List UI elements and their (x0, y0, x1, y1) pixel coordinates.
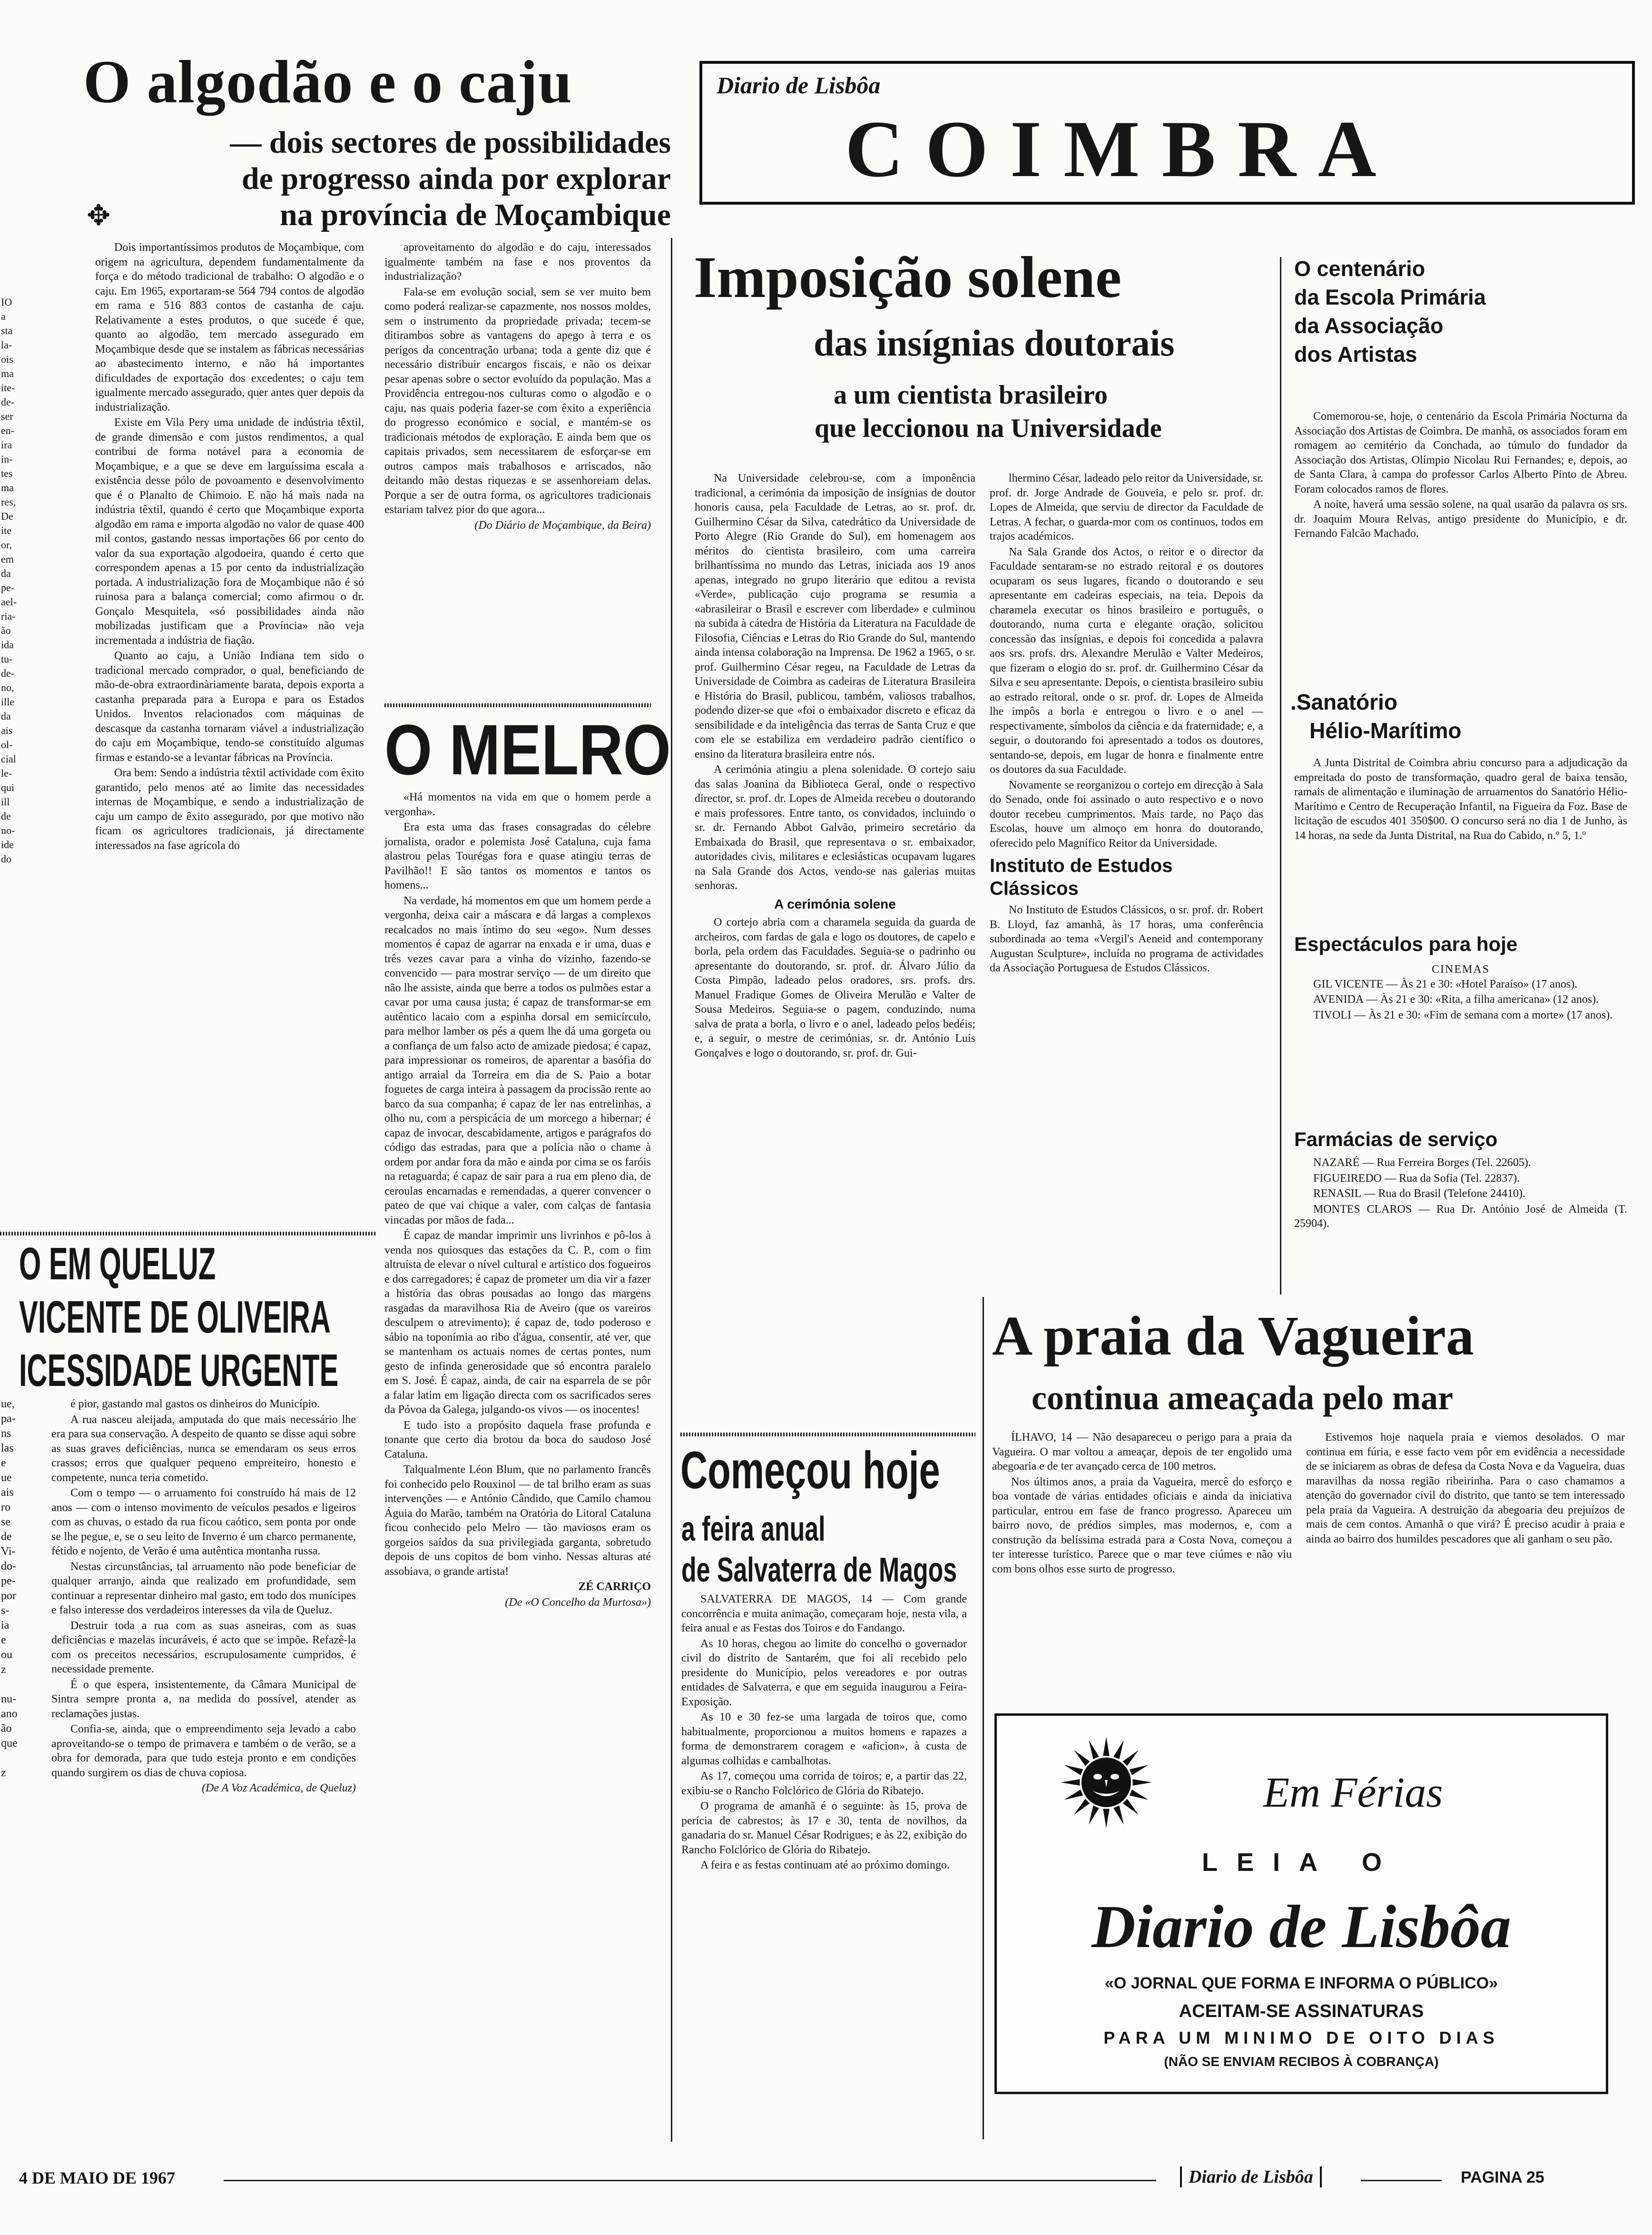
salvaterra-title: Começou hoje (680, 1441, 940, 1500)
footer-page: PAGINA 25 (1461, 2168, 1544, 2186)
margin-fragment: tes (1, 467, 13, 479)
masthead-brand: Diario de Lisbôa (717, 72, 881, 99)
cerimonia-head: A cerimónia solene (774, 896, 896, 911)
ad-line3: (NÃO SE ENVIAM RECIBOS À COBRANÇA) (1164, 2054, 1439, 2069)
margin-fragment: ael- (1, 596, 17, 608)
margin-fragment: que (1, 1737, 18, 1750)
footer-rule-right (1361, 2180, 1442, 2181)
margin-fragment: ois (1, 353, 13, 365)
margin-fragment: ille (1, 696, 15, 708)
ad-brand: Diario de Lisbôa (1092, 1893, 1511, 1960)
salvaterra-body: SALVATERRA DE MAGOS, 14 — Com grande concorrência e muita animação, começaram hoje, nesta vila, a feira anual e as Festas dos Toiros e do Fandango. As 10 horas, chegou ao limite do concelho o governador civil do distrito de Santarém, que foi ali recebido pelo presidente do Município, pelos vereadores e por outras entidades de Salvaterra, e que em seguida inaugurou a Feira-Exposição. As 10 e 30 fez-se uma largada de toiros que, como habitualmente, proporcionou a muitos homens e rapazes a forma de demonstrarem coragem e «aficion», à custa de algumas colhidas e cambalhotas. As 17, começou uma corrida de toiros; e, a partir das 22, exibiu-se o Rancho Folclórico de Glória do Ribatejo. O programa de amanhã é o seguinte: às 15, prova de perícia de cabrestos; às 17 e 30, tenta de novilhos, da ganadaria do sr. Manuel César Rodrigues; e às 22, exibição do Rancho Folclórico de Glória do Ribatejo. A feira e as festas continuam até ao próximo domingo. (681, 1593, 967, 1871)
margin-fragment: ais (1, 1486, 14, 1499)
margin-fragment: las (1, 1442, 14, 1454)
margin-fragment: le- (1, 767, 12, 779)
margin-fragment: z (1, 1663, 6, 1676)
margin-fragment: ser (1, 410, 13, 422)
column-rule (1280, 257, 1281, 1295)
algodao-title: O algodão e o caju (83, 48, 572, 116)
algodao-subtitle (162, 125, 671, 233)
margin-fragment: ite- (1, 382, 15, 394)
margin-fragment: e (1, 1634, 6, 1646)
margin-fragment: de- (1, 667, 15, 679)
margin-fragment: pe- (1, 582, 15, 593)
column-rule (983, 1297, 984, 2139)
ad-slogan: «O JORNAL QUE FORMA E INFORMA O PÚBLICO» (1104, 1974, 1498, 1992)
imposicao-subtitle2: a um cientista brasileiro que leccionou na Universidade (815, 380, 1162, 443)
algodao-source: (Do Diário de Moçambique, da Beira) (474, 519, 651, 532)
margin-fragment: ite (1, 524, 11, 536)
margin-fragment: ou (1, 1649, 12, 1661)
algodao-subtitle-line: na província de Moçambique (279, 198, 671, 232)
margin-fragment: do- (1, 1560, 16, 1572)
farmacias-head: Farmácias de serviço (1294, 1128, 1498, 1150)
margin-fragment: ira (1, 439, 12, 451)
masthead-section: COIMBRA (845, 104, 1398, 194)
melro-divider (384, 703, 651, 707)
espectaculos-head: Espectáculos para hoje (1294, 933, 1518, 955)
queluz-head: O EM QUELUZ VICENTE DE OLIVEIRA ICESSIDADE URGENTE (19, 1238, 339, 1396)
margin-fragment: ais (1, 724, 13, 736)
salvaterra-divider (680, 1433, 975, 1436)
margin-fragment: ue, (1, 1398, 15, 1410)
imposicao-subtitle: das insígnias doutorais (814, 322, 1175, 364)
margin-fragments (1, 295, 24, 866)
vagueira-title: A praia da Vagueira (992, 1305, 1475, 1367)
margin-fragment: e (1, 1457, 6, 1469)
vagueira-col2: Estivemos hoje naquela praia e viemos desolados. O mar continua em fúria, e esse facto vem pôr em evidência a necessidade de se iniciarem as obras de defesa da Costa Nova e da Vagueira, duas maravilhas da nossa região ribeirinha. Para o caso chamamos a atenção do governador civil do distrito, que tanto se tem interessado pela praia da Vagueira. A destruição da abegoaria deu prejuízos de mais de cem contos. Amanhã o que virá? É preciso acudir à praia e ainda ao bairro dos humildes pescadores que ali ganham o seu pão. (1306, 1431, 1625, 1545)
subscription-ad (994, 1713, 1608, 2094)
algodao-col1: Dois importantíssimos produtos de Moçambique, com origem na agricultura, dependem fundamentalmente da força e do método tradicional de trabalho: O algodão e o caju. Em 1965, exportaram-se 564 794 contos de algodão em rama e 516 883 contos de castanha de caju. Relativamente a estes produtos, o que sucede é que, quanto ao algodão, tem mercado assegurado em Moçambique desde que se instalem as fábricas necessárias ao abastecimento interno, e não há importantes dificuldades de exportação dos excedentes; o caju tem igualmente mercado assegurado, quer antes quer depois da industrialização. Existe em Vila Pery uma unidade de indústria têxtil, de grande dimensão e com justos rendimentos, a qual contribui de forma notável para a economia de Moçambique, e a que se deve em larguíssima escala a existência desse pólo de povoamento e desenvolvimento que é o Planalto de Chimoio. E não há mais nada na indústria têxtil, quando é certo que Moçambique exporta algodão em rama e importa algodão no valor de quase 400 mil contos, gastando nessas importações 66 por cento do valor da sua exportação algodoeira, quando é certo que correspondem apenas a 15 por cento da industrialização portada. A industrialização fora de Moçambique não é só ruinosa para a balança comercial; como afirmou o dr. Gonçalo Mesquitela, «só possibilidades ainda não mobilizadas justificam que a Província» não veja incrementada a indústria de fiação. Quanto ao caju, a União Indiana tem sido o tradicional mercado comprador, o qual, beneficiando de mão-de-obra extraordinàriamente barata, depois exporta a castanha preparada para a Europa e para os Estados Unidos. Inventos relacionados com máquinas de descasque da castanha tornaram viável a industrialização do caju em Moçambique, tendo-se constituído algumas firmas e estando-se a levantar fábricas na Província. Ora bem: Sendo a indústria têxtil actividade com êxito garantido, pelo menos até ao limite das necessidades internas de Moçambique, e sendo a industrialização de caju um campo de êxito assegurado, por que motivo não ficam os agricultores tradicionais, já directamente interessados na fase agrícola do (95, 241, 364, 852)
vagueira-subtitle: continua ameaçada pelo mar (1032, 1379, 1453, 1417)
margin-fragment: res, (1, 496, 16, 508)
margin-fragment (1, 1751, 44, 1766)
queluz-divider (0, 1232, 376, 1236)
cinemas-label: CINEMAS (1431, 963, 1490, 976)
margin-fragment: De (1, 510, 13, 522)
footer (0, 2166, 1652, 2199)
footer-rule-left (224, 2180, 1156, 2181)
algodao-subtitle-line: — dois sectores de possibilidades (230, 125, 671, 160)
margin-fragment: do (1, 853, 11, 865)
queluz-body: é pior, gastando mal gastos os dinheiros do Município. A rua nasceu aleijada, amputada do que mais necessário lhe era para sua conservação. A despeito de quanto se disse aqui sobre as suas graves deficiências, nunca se emendaram os seus erros crassos; erros que qualquer pequeno empreiteiro, honesto e competente, nunca teria cometido. Com o tempo — o arruamento foi construído há mais de 12 anos — com o intenso movimento de veículos pesados e ligeiros com as chuvas, o estado da rua ficou caótico, sem ponta por onde se lhe pegue, e, se o seu leito de Inverno é um charco permanente, fétido e nojento, de Verão é uma autêntica montanha russa. Nestas circunstâncias, tal arruamento não pode beneficiar de qualquer arranjo, ainda que realizado em profundidade, sem continuar a representar dinheiro mal gasto, em todo dos munícipes e falso interesse dos verdadeiros interesses da vila de Queluz. Destruir toda a rua com as suas asneiras, com as suas deficiências e mazelas incuráveis, é acto que se impõe. Refazê-la com os preceitos necessários, escrupulosamente cumpridos, é necessidade premente. É o que espera, insistentemente, da Câmara Municipal de Sintra sempre pronta a, na medida do possível, atender as reclamações justas. Confia-se, ainda, que o empreendimento seja levado a cabo aproveitando-se o tempo de primavera e também o de verão, se a obra for demorada, para que tudo esteja pronto e em condições quando surgirem os dias de chuva copiosa. (De A Voz Académica, de Queluz) (51, 1397, 356, 1797)
sanatorio-body: A Junta Distrital de Coimbra abriu concurso para a adjudicação da empreitada do posto de transformação, quadro geral de baixa tensão, ramais de alimentação e iluminação de arruamentos do Sanatório Hélio-Marítimo e Centro de Recuperação Infantil, na Figueira da Foz. Base de licitação de escudos 401 350$00. O concurso será no dia 1 de Junho, às 14 horas, na sede da Junta Distrital, na Rua do Cabido, n.º 5, 1.º (1294, 757, 1627, 842)
margin-fragment: ano (1, 1708, 18, 1720)
margin-fragment: pa- (1, 1413, 16, 1425)
margin-fragment: or, (1, 539, 12, 551)
footer-brand: Diario de Lisbôa (1180, 2166, 1322, 2187)
algodao-col2: aproveitamento do algodão e do caju, interessados igualmente também na fase e nos proventos da industrialização? Fala-se em evolução social, sem se ver muito bem como poderá realizar-se capazmente, nos nossos moldes, sem o instrumento da propriedade privada; tecem-se ditirambos sobre as vantagens do apego à terra e os perigos da concentração urbana; toda a gente diz que é necessário distribuir encargos fiscais, e não os deixar pesar apenas sobre o sector evoluído da população. Mas a Providência entregou-nos culturas como o algodão e o caju, nas quais poderia fazer-se com êxito a experiência do progresso económico e social, e mantém-se os tradicionais métodos de exploração. E ainda bem que os capitais privados, sem necessitarem de esforçar-se em outros campos mais trabalhosos e arriscados, não deitando mão destas riquezas e se assenhoreiam delas. Porque a ser de outra forma, os agricultores tradicionais estariam talvez pior do que agora... (Do Diário de Moçambique, da Beira) (384, 240, 651, 534)
margin-fragment: a (1, 310, 6, 322)
margin-fragment: sta (1, 325, 13, 336)
ad-line2: PARA UM MINIMO DE OITO DIAS (1103, 2028, 1499, 2047)
centenario-body: Comemorou-se, hoje, o centenário da Escola Primária Nocturna da Associação dos Artistas de Coimbra. De manhã, os associados foram em romagem ao cemitério da Conchada, ao túmulo do fundador da Associação dos Artistas, Olímpio Nicolau Rui Fernandes; e, depois, ao de Santa Clara, à campa do professor Carlos Alberto Pinto de Abreu. Foram colocados ramos de flores. A noite, haverá uma sessão solene, na qual usarão da palavra os srs. dr. Joaquim Moura Relvas, antigo presidente do Município, e dr. Fernando Falcão Machado. (1294, 410, 1627, 540)
ad-leia: LEIA O (1201, 1848, 1401, 1877)
margin-fragment: pe- (1, 1575, 16, 1587)
margin-fragment: nu- (1, 1693, 16, 1705)
melro-title: O MELRO (384, 710, 671, 790)
sun-icon (1059, 1735, 1154, 1830)
margin-fragment: ão (1, 624, 11, 636)
margin-fragment: de (1, 1531, 12, 1543)
imposicao-col1: Na Universidade celebrou-se, com a imponência tradicional, a cerimónia da imposição de insígnias de doutor honoris causa, pela Faculdade de Letras, ao sr. prof. dr. Guilhermino César da Silva, catedrático da Universidade de Porto Alegre (Rio Grande do Sul), em homenagem aos méritos do cientista brasileiro, com uma carreira brilhantíssima no mundo das Letras, iniciada aos 19 anos apenas, integrado no grupo literário que editou a revista «Verde», publicação cujo programa se resumia a «abrasileirar o Brasil e escrever com liberdade» e culminou na subida à cátedra de História da Literatura na Faculdade de Filosofia, Ciências e Letras do Rio Grande do Sul, mantendo ainda intensa colaboração na Imprensa. De 1962 a 1965, o sr. prof. Guilhermino César regeu, na Faculdade de Letras da Universidade de Coimbra as cadeiras de Literatura Brasileira e História do Brasil, publicou, também, valiosos trabalhos, podendo dizer-se que «foi o embaixador discreto e eficaz da sensibilidade e da inteligência das terras de Santa Cruz e que com ele se estabiliza em verdadeiro padrão científico o ensino da literatura brasileira entre nós. A cerimónia atingiu a plena solenidade. O cortejo saiu das salas Joanina da Biblioteca Geral, onde o respectivo director, sr. prof. dr. Lopes de Almeida recebeu o doutorando e mais professores. Entre tanto, os convidados, incluindo o sr. dr. Fernando Abbot Galvão, primeiro secretário da Embaixada do Brasil, que representava o sr. embaixador, autoridades civis, militares e eclesiásticas ocupavam lugares na Sala Grande dos Actos, vendo-se nas galerias muitas senhoras. A cerimónia solene O cortejo abria com a charamela seguida da guarda de archeiros, com fardas de gala e logo os doutores, de capelo e borla, pela ordem das Faculdades. Seguia-se o padrinho ou apresentante do doutorando, sr. prof. dr. Álvaro Júlio da Costa Pimpão, ladeado pelos oradores, srs. profs. drs. Manuel Fradique Gomes de Oliveira Merulão e Valter de Sousa Medeiros. Seguia-se o pagem, conduzindo, numa salva de prata a borla, o livro e o anel, ladeado pelos bedéis; e, a seguir, o mestre de cerimónias, sr. dr. António Luís Gonçalves e logo o doutorando, sr. prof. dr. Gui- (695, 472, 975, 1059)
footer-date: 4 DE MAIO DE 1967 (19, 2168, 176, 2187)
margin-fragment: por (1, 1590, 16, 1602)
melro-signature: ZÉ CARRIÇO (578, 1581, 651, 1593)
margin-fragment: ue (1, 1472, 12, 1484)
margin-fragment: se (1, 1516, 10, 1528)
margin-fragment: IO (1, 296, 12, 308)
centenario-head: O centenário da Escola Primária da Associação dos Artistas (1294, 257, 1486, 366)
column-rule (671, 238, 672, 2142)
margin-fragment: en- (1, 425, 15, 436)
ad-em-ferias: Em Férias (1263, 1769, 1443, 1816)
melro-source: (De «O Concelho da Murtosa») (505, 1596, 651, 1609)
margin-fragment: no, (1, 682, 14, 693)
margin-fragment: ida (1, 639, 14, 651)
farmacias-body: NAZARÉ — Rua Ferreira Borges (Tel. 22605). FIGUEIREDO — Rua da Sofia (Tel. 22837). RENASIL — Rua do Brasil (Telefone 24410). MONTES CLAROS — Rua Dr. António José de Almeida (T. 25904). (1294, 1157, 1627, 1230)
margin-fragment: da (1, 567, 11, 579)
salvaterra-subtitle: a feira anual de Salvaterra de Magos (681, 1510, 957, 1589)
margin-fragment: ia (1, 1619, 10, 1632)
margin-fragment: ns (1, 1427, 11, 1440)
margin-fragment: qui (1, 781, 15, 793)
margin-fragment: cial (1, 753, 16, 765)
margin-fragment: z (1, 1767, 6, 1779)
margin-fragment: ma (1, 482, 14, 494)
instituto-head: Instituto de Estudos Clássicos (990, 855, 1173, 899)
margin-fragment: ria- (1, 610, 16, 622)
margin-fragment: ro (1, 1501, 10, 1513)
margin-fragment: la- (1, 339, 12, 351)
margin-fragment: ol- (1, 739, 13, 751)
margin-fragment: ill (1, 796, 10, 808)
margin-fragment: Vi- (1, 1545, 16, 1558)
margin-fragment: de (1, 810, 11, 822)
margin-fragment: de- (1, 396, 15, 408)
margin-fragment: ão (1, 1722, 12, 1735)
sanatorio-head: .Sanatório Hélio-Marítimo (1290, 690, 1462, 743)
ad-line1: ACEITAM-SE ASSINATURAS (1179, 2001, 1424, 2021)
imposicao-col2: lhermino César, ladeado pelo reitor da Universidade, sr. prof. dr. Jorge Andrade de Gouveia, e pelo sr. prof. dr. Lopes de Almeida, que serviu de director da Faculdade de Letras. A fechar, o guarda-mor com os continuos, todos em trajos académicos. Na Sala Grande dos Actos, o reitor e o director da Faculdade sentaram-se no estrado reitoral e os doutores ocuparam os seus lugares, ficando o doutorando e seu apresentante em cadeiras especiais, na teia. Depois da charamela executar os hinos brasileiro e português, o doutorando, numa curta e elegante oração, solicitou concessão das insígnias, e depois foi concedida a palavra aos srs. profs. drs. Alexandre Merulão e Valter Medeiros, que fizeram o elogio do sr. prof. dr. Guilhermino César da Silva e seu apresentante. Depois, o cientista brasileiro subiu ao estrado reitoral, onde o sr. prof. dr. Lopes de Almeida lhe impôs a borla e entregou o livro e o anel — respectivamente, símbolos da ciência e da fraternidade; e, a seguir, o doutorando foi apresentado a todos os doutores, sentando-se, depois, em lugar de honra e finalmente entre os doutores da sua Faculdade. Novamente se reorganizou o cortejo em direcção à Sala do Senado, onde foi assinado o auto respectivo e o novo doutor recebeu cumprimentos. Mais tarde, no Paço das Escolas, houve um almoço em honra do doutorando, oferecido pelo Magnífico Reitor da Universidade. Instituto de Estudos Clássicos No Instituto de Estudos Clássicos, o sr. prof. dr. Robert B. Lloyd, faz amanhã, às 17 horas, uma conferência subordinada ao tema «Vergil's Aeneid and contemporany Augustan Sculpture», incluída no programa de actividades da Associação Portuguesa de Estudos Clássicos. (990, 472, 1263, 974)
masthead-box (699, 61, 1635, 205)
margin-fragment: ma (1, 367, 14, 379)
margin-fragment: em (1, 553, 14, 565)
margin-fragment: tu- (1, 653, 13, 665)
vagueira-col1: ÍLHAVO, 14 — Não desapareceu o perigo para a praia da Vagueira. O mar voltou a ameaçar, depois de ter engolido uma abegoaria e de ter avançado cerca de 100 metros. Nos últimos anos, a praia da Vagueira, mercê do esforço e boa vontade de várias entidades oficiais e ainda da iniciativa particular, entrou em fase de franco progresso. Apareceu um bairro novo, de prédios simples, mas modernos, e, com a construção da belíssima estrada para a Costa Nova, começou a ter interesse turístico. Parece que o mar teve ciúmes e não viu com bons olhos esse surto de progresso. (992, 1431, 1292, 1575)
margin-fragment (1, 1677, 44, 1692)
margin-fragment: in- (1, 453, 13, 465)
ornament-icon: ✥ (87, 200, 111, 231)
queluz-margin-fragments (1, 1397, 44, 1780)
algodao-subtitle-line: de progresso ainda por explorar (241, 161, 671, 196)
margin-fragment: no- (1, 824, 15, 836)
melro-body: «Há momentos na vida em que o homem perde a vergonha». Era esta uma das frases consagradas do célebre jornalista, orador e polemista José Cataluna, cuja fama alastrou pelas Tourégas fora e quase atingiu terras de Pavilhão!! E são tantos os momentos e tantos os homens... Na verdade, há momentos em que um homem perde a vergonha, deixa cair a máscara e dá largas a complexos recalcados no mais íntimo do seu «ego». Num desses momentos é capaz de agarrar na enxada e ir uma, duas e três vezes cavar para a vinha do vizinho, fazendo-se convencido — para mostrar serviço — de um direito que não lhe assiste, ainda que berre a todos os pulmões estar a cavar por uma causa justa; é capaz de transformar-se em autêntico lacaio com a espinha dorsal em semicírculo, para melhor lamber os pés a quem lhe dá uma gorgeta ou a confiança de um falso acto de amizade piedosa; é capaz, para impressionar os romeiros, de aparentar a basófia do antigo arraial da Torreira em dia de S. Paio a botar foguetes de carga inteira à passagem da procissão rente ao barco da sua companha; é capaz de ler nas entrelinhas, a olho nu, com a perspicácia de um morcego a hibernar; é capaz de invocar, descabidamente, artigos e parágrafos do código das estradas, para que a polícia não o chame à ordem por andar fora da mão e ainda por cima se os faróis na retaguarda; é capaz de sair para a rua em pleno dia, de ceroulas encarnadas e remendadas, a querer convencer o pateo de que vai chique a valer, com calças de fantasia vincadas por mãos de fada... É capaz de mandar imprimir uns livrinhos e pô-los à venda nos quiosques das estações da C. P., com o fim altruísta de elevar o nível cultural e artístico dos fogueiros e dos carregadores; é capaz de prometer um dia vir a fazer a história das obras pousadas ao longo das margens rasgadas da maravilhosa Ria de Aveiro (que os vareiros desculpem o atrevimento); é capaz de, todo poderoso e sábio na toponímia ao ribo d'água, consentir, até ver, que se mantenham os actuais nomes de certas pontes, num gesto de infinda generosidade que só encontra paralelo em S. José. É capaz, ainda, de cair na esparrela de se pôr a falar latim em ligação directa com os sacrificados seres da Póvoa da Galega, julgando-os vivos — os inocentes! E tudo isto a propósito daquela frase profunda e tonante que certo dia brotou da boca do saudoso José Cataluna. Talqualmente Léon Blum, que no parlamento francês foi conhecido pelo Rouxinol — de tal brilho eram as suas intervenções — e António Cândido, que Camilo chamou Águia do Marão, também na Oratória do Litoral Cataluna ficou conhecido pelo Melro — tão maviosos eram os gorgeios saídos da sua privilegiada garganta, sobretudo depois de uns copitos de bom vinho. Nessas alturas até assobiava, o grande artista! ZÉ CARRIÇO (De «O Concelho da Murtosa») (384, 790, 651, 1611)
espectaculos-body: CINEMAS GIL VICENTE — Às 21 e 30: «Hotel Paraíso» (17 anos). AVENIDA — Às 21 e 30: «Rita, a filha americana» (12 anos). TIVOLI — Às 21 e 30: «Fim de semana com a morte» (17 anos). (1294, 962, 1627, 1023)
margin-fragment: ide (1, 839, 14, 850)
imposicao-title: Imposição solene (694, 245, 1121, 310)
margin-fragment: da (1, 710, 11, 722)
margin-fragment: s- (1, 1604, 10, 1617)
queluz-source: (De A Voz Académica, de Queluz) (202, 1782, 356, 1794)
